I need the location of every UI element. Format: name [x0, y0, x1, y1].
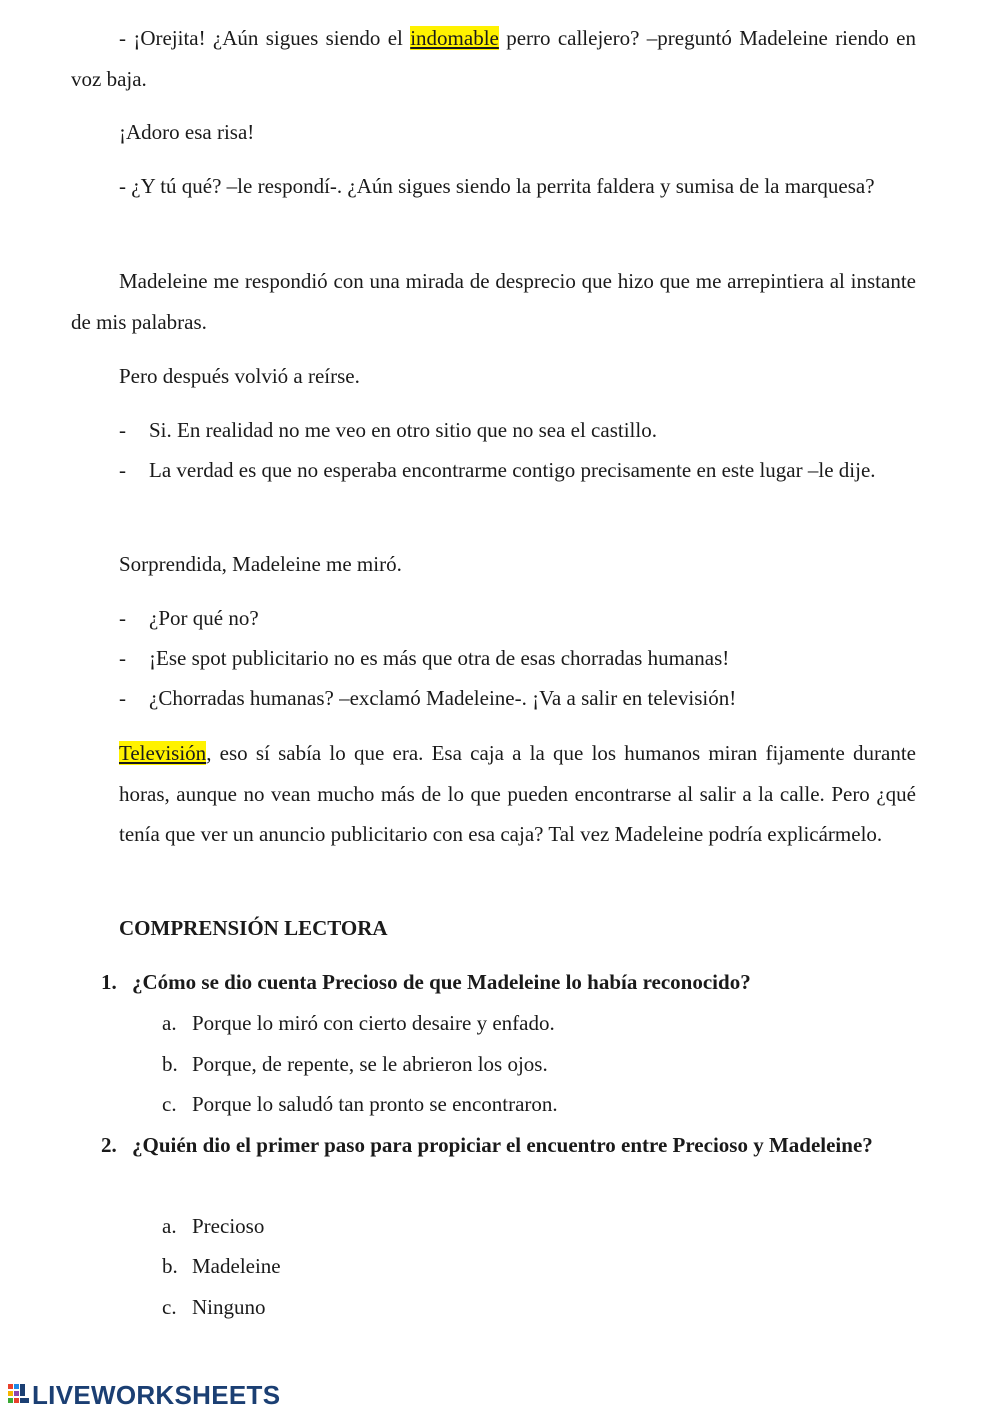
question-text: ¿Cómo se dio cuenta Precioso de que Madeleine lo había reconocido?	[132, 970, 751, 994]
option-text: Porque lo saludó tan pronto se encontraron.	[192, 1092, 558, 1116]
paragraph-text: , eso sí sabía lo que era. Esa caja a la que los humanos miran fijamente durante horas, aunque no vean mucho más de lo que pueden encontrarse al salir a la calle. Pero ¿qué tenía que ver un anuncio publicitario con esa caja? Tal vez Madeleine podría explicármelo.	[119, 741, 916, 846]
dialogue-text: Si. En realidad no me veo en otro sitio que no sea el castillo.	[149, 418, 657, 442]
paragraph-desprecio: Madeleine me respondió con una mirada de desprecio que hizo que me arrepintiera al instante de mis palabras.	[71, 269, 916, 334]
paragraph-television	[119, 733, 916, 855]
logo-text: LIVEWORKSHEETS	[32, 1379, 281, 1410]
dash-marker: -	[119, 606, 126, 630]
dialogue-text: La verdad es que no esperaba encontrarme contigo precisamente en este lugar –le dije.	[149, 458, 876, 482]
section-title: COMPRENSIÓN LECTORA	[119, 916, 388, 940]
dash-marker: -	[119, 418, 126, 442]
question-2-option-a[interactable]	[162, 1206, 264, 1247]
dialogue-line	[119, 678, 916, 719]
question-number: 1.	[101, 970, 117, 994]
dash-marker: -	[119, 458, 126, 482]
dialogue-line	[119, 638, 916, 679]
option-text: Porque, de repente, se le abrieron los ojos.	[192, 1052, 548, 1076]
dialogue-line	[119, 598, 916, 639]
highlighted-word-television: Televisión	[119, 741, 207, 765]
question-2	[101, 1125, 916, 1166]
highlighted-word-indomable: indomable	[410, 26, 499, 50]
option-letter: c.	[162, 1295, 177, 1319]
option-letter: a.	[162, 1011, 177, 1035]
question-number: 2.	[101, 1133, 117, 1157]
option-letter: b.	[162, 1254, 178, 1278]
paragraph-text: - ¡Orejita! ¿Aún sigues siendo el	[119, 26, 411, 50]
question-2-option-c[interactable]	[162, 1287, 266, 1328]
paragraph-orejita	[71, 18, 916, 99]
liveworksheets-logo-icon	[8, 1382, 30, 1408]
option-text: Madeleine	[192, 1254, 281, 1278]
question-2-option-b[interactable]	[162, 1246, 281, 1287]
dash-marker: -	[119, 646, 126, 670]
dialogue-line	[119, 410, 916, 451]
question-1	[101, 962, 916, 1003]
dialogue-text: ¡Ese spot publicitario no es más que otra de esas chorradas humanas!	[149, 646, 730, 670]
paragraph-text: perro callejero? –preguntó Madeleine riendo en voz baja.	[71, 26, 916, 91]
option-letter: a.	[162, 1214, 177, 1238]
question-text: ¿Quién dio el primer paso para propiciar el encuentro entre Precioso y Madeleine?	[132, 1133, 873, 1157]
paragraph-reirse: Pero después volvió a reírse.	[119, 364, 360, 388]
option-letter: b.	[162, 1052, 178, 1076]
dialogue-text: ¿Por qué no?	[149, 606, 259, 630]
question-1-option-a[interactable]	[162, 1003, 555, 1044]
liveworksheets-logo	[8, 1381, 280, 1409]
paragraph-sorprendida: Sorprendida, Madeleine me miró.	[119, 552, 402, 576]
paragraph-adoro: ¡Adoro esa risa!	[119, 120, 255, 144]
option-text: Ninguno	[192, 1295, 266, 1319]
option-text: Porque lo miró con cierto desaire y enfado.	[192, 1011, 555, 1035]
paragraph-y-tu-que: - ¿Y tú qué? –le respondí-. ¿Aún sigues siendo la perrita faldera y sumisa de la marquesa?	[119, 174, 875, 198]
option-letter: c.	[162, 1092, 177, 1116]
dialogue-text: ¿Chorradas humanas? –exclamó Madeleine-. ¡Va a salir en televisión!	[149, 686, 737, 710]
dash-marker: -	[119, 686, 126, 710]
option-text: Precioso	[192, 1214, 265, 1238]
question-1-option-b[interactable]	[162, 1044, 548, 1085]
question-1-option-c[interactable]	[162, 1084, 558, 1125]
dialogue-line	[119, 450, 916, 491]
